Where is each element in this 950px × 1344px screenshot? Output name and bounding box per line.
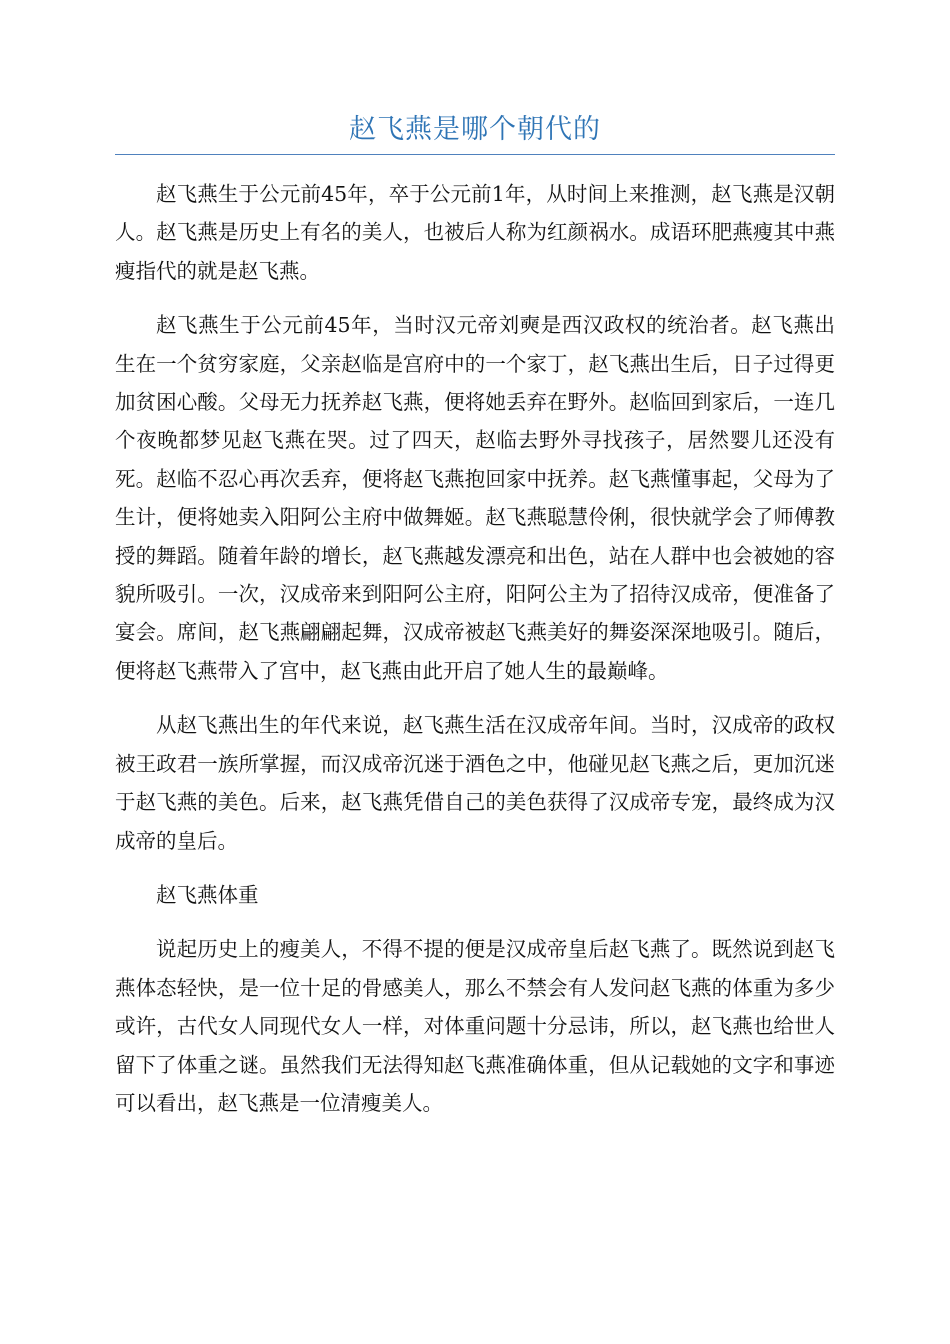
paragraph-intro: 赵飞燕生于公元前45年，卒于公元前1年，从时间上来推测，赵飞燕是汉朝人。赵飞燕是历史上有名的美人，也被后人称为红颜祸水。成语环肥燕瘦其中燕瘦指代的就是赵飞燕。 <box>115 182 835 283</box>
paragraph-era: 从赵飞燕出生的年代来说，赵飞燕生活在汉成帝年间。当时，汉成帝的政权被王政君一族所掌握，而汉成帝沉迷于酒色之中，他碰见赵飞燕之后，更加沉迷于赵飞燕的美色。后来，赵飞燕凭借自己的美色获得了汉成帝专宠，最终成为汉成帝的皇后。 <box>115 713 835 853</box>
document-title: 赵飞燕是哪个朝代的 <box>349 114 601 145</box>
paragraph-biography: 赵飞燕生于公元前45年，当时汉元帝刘奭是西汉政权的统治者。赵飞燕出生在一个贫穷家庭，父亲赵临是宫府中的一个家丁，赵飞燕出生后，日子过得更加贫困心酸。父母无力抚养赵飞燕，便将她丢弃在野外。赵临回到家后，一连几个夜晚都梦见赵飞燕在哭。过了四天，赵临去野外寻找孩子，居然婴儿还没有死。赵临不忍心再次丢弃，便将赵飞燕抱回家中抚养。赵飞燕懂事起，父母为了生计，便将她卖入阳阿公主府中做舞姬。赵飞燕聪慧伶俐，很快就学会了师傅教授的舞蹈。随着年龄的增长，赵飞燕越发漂亮和出色，站在人群中也会被她的容貌所吸引。一次，汉成帝来到阳阿公主府，阳阿公主为了招待汉成帝，便准备了宴会。席间，赵飞燕翩翩起舞，汉成帝被赵飞燕美好的舞姿深深地吸引。随后，便将赵飞燕带入了宫中，赵飞燕由此开启了她人生的最巅峰。 <box>115 313 835 683</box>
document-page <box>115 108 835 1122</box>
section-heading-weight: 赵飞燕体重 <box>156 882 259 907</box>
title-underline <box>115 154 835 155</box>
paragraph-weight: 说起历史上的瘦美人，不得不提的便是汉成帝皇后赵飞燕了。既然说到赵飞燕体态轻快，是一位十足的骨感美人，那么不禁会有人发问赵飞燕的体重为多少或许，古代女人同现代女人一样，对体重问题十分忌讳，所以，赵飞燕也给世人留下了体重之谜。虽然我们无法得知赵飞燕准确体重，但从记载她的文字和事迹可以看出，赵飞燕是一位清瘦美人。 <box>115 937 835 1115</box>
